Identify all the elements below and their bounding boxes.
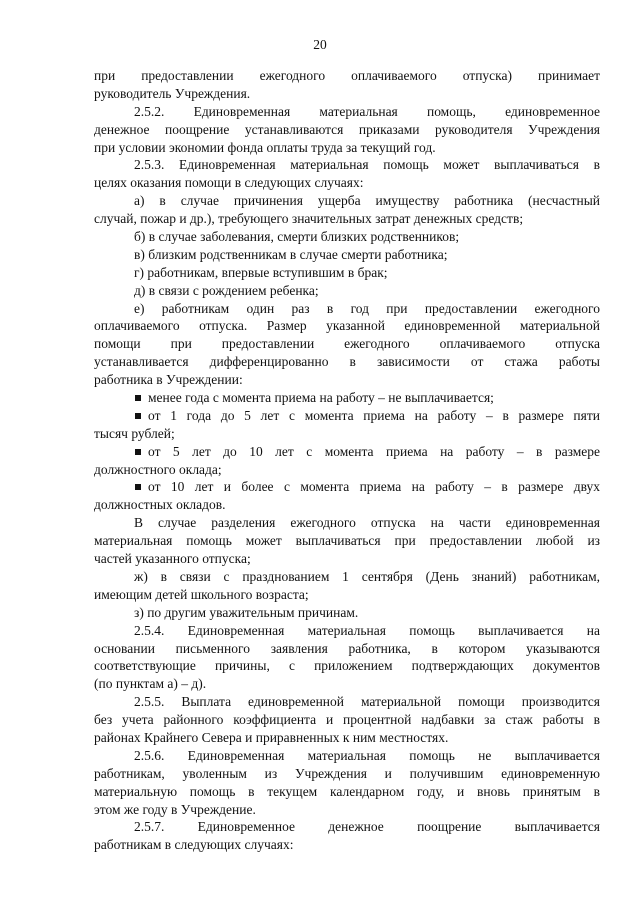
text-line bbox=[94, 622, 600, 640]
text-line bbox=[94, 604, 600, 622]
bullet-list-item bbox=[94, 389, 600, 407]
bullet-list-item bbox=[94, 407, 600, 425]
text-line bbox=[94, 496, 600, 514]
line-text: должностных окладов. bbox=[94, 497, 226, 513]
line-text: (по пунктам а) – д). bbox=[94, 676, 207, 692]
bullet-icon bbox=[135, 395, 141, 401]
line-text: соответствующие причины, с приложением подтверждающих документов bbox=[94, 658, 600, 674]
line-text: имеющим детей школьного возраста; bbox=[94, 586, 309, 602]
line-text: без учета районного коэффициента и процентной надбавки за стаж работы в bbox=[94, 712, 600, 728]
line-text: при условии экономии фонда оплаты труда за текущий год. bbox=[94, 139, 436, 155]
line-text: 2.5.2. Единовременная материальная помощь, единовременное bbox=[134, 103, 600, 119]
text-line bbox=[94, 156, 600, 174]
text-line bbox=[94, 818, 600, 836]
line-text: должностного оклада; bbox=[94, 461, 222, 477]
text-line bbox=[94, 640, 600, 658]
line-text: денежное поощрение устанавливаются приказами руководителя Учреждения bbox=[94, 121, 600, 137]
line-text: ж) в связи с празднованием 1 сентября (День знаний) работникам, bbox=[134, 568, 600, 584]
line-text: работникам, уволенным из Учреждения и получившим единовременную bbox=[94, 765, 600, 781]
text-line bbox=[94, 675, 600, 693]
text-line bbox=[94, 711, 600, 729]
line-text: е) работникам один раз в год при предоставлении ежегодного bbox=[134, 300, 600, 316]
line-text: основании письменного заявления работника, в котором указываются bbox=[94, 640, 600, 656]
line-text: менее года с момента приема на работу – не выплачивается; bbox=[148, 390, 494, 406]
text-line bbox=[94, 139, 600, 157]
text-line bbox=[94, 67, 600, 85]
line-text: работникам в следующих случаях: bbox=[94, 837, 294, 853]
text-line bbox=[94, 264, 600, 282]
text-line bbox=[94, 765, 600, 783]
line-text: материальную помощь в текущем календарном году, и вновь принятым в bbox=[94, 783, 600, 799]
line-text: случай, пожар и др.), требующего значительных затрат денежных средств; bbox=[94, 211, 524, 227]
line-text: б) в случае заболевания, смерти близких родственников; bbox=[134, 229, 460, 245]
line-text: устанавливается дифференцированно в зависимости от стажа работы bbox=[94, 354, 600, 370]
text-line bbox=[94, 192, 600, 210]
text-line bbox=[94, 317, 600, 335]
text-line bbox=[94, 103, 600, 121]
text-line bbox=[94, 371, 600, 389]
line-text: оплачиваемого отпуска. Размер указанной единовременной материальной bbox=[94, 318, 600, 334]
line-text: при предоставлении ежегодного оплачиваемого отпуска) принимает bbox=[94, 68, 600, 83]
line-text: от 5 лет до 10 лет с момента приема на работу – в размере bbox=[148, 443, 600, 459]
document-body bbox=[94, 67, 600, 854]
text-line bbox=[94, 568, 600, 586]
text-line bbox=[94, 335, 600, 353]
text-line bbox=[94, 783, 600, 801]
line-text: этом же году в Учреждение. bbox=[94, 801, 256, 817]
text-line bbox=[94, 801, 600, 819]
text-line bbox=[94, 210, 600, 228]
text-line bbox=[94, 657, 600, 675]
line-text: з) по другим уважительным причинам. bbox=[134, 604, 359, 620]
bullet-icon bbox=[135, 449, 141, 455]
line-text: 2.5.7. Единовременное денежное поощрение выплачивается bbox=[134, 819, 600, 835]
line-text: 2.5.6. Единовременная материальная помощь не выплачивается bbox=[134, 747, 600, 763]
line-text: материальная помощь может выплачиваться при предоставлении любой из bbox=[94, 533, 600, 549]
line-text: помощи при предоставлении ежегодного оплачиваемого отпуска bbox=[94, 336, 600, 352]
text-line bbox=[94, 747, 600, 765]
line-text: районах Крайнего Севера и приравненных к ним местностях. bbox=[94, 729, 449, 745]
text-line bbox=[94, 836, 600, 854]
text-line bbox=[94, 586, 600, 604]
text-line bbox=[94, 425, 600, 443]
line-text: а) в случае причинения ущерба имуществу работника (несчастный bbox=[134, 193, 600, 209]
text-line bbox=[94, 282, 600, 300]
text-line bbox=[94, 300, 600, 318]
bullet-list-item bbox=[94, 478, 600, 496]
line-text: д) в связи с рождением ребенка; bbox=[134, 282, 319, 298]
page-number: 20 bbox=[313, 37, 327, 52]
text-line bbox=[94, 461, 600, 479]
line-text: целях оказания помощи в следующих случаях: bbox=[94, 175, 364, 191]
text-line bbox=[94, 174, 600, 192]
text-line bbox=[94, 693, 600, 711]
line-text: г) работникам, впервые вступившим в брак; bbox=[134, 264, 388, 280]
line-text: руководитель Учреждения. bbox=[94, 85, 251, 101]
text-line bbox=[94, 246, 600, 264]
line-text: частей указанного отпуска; bbox=[94, 551, 251, 567]
line-text: 2.5.4. Единовременная материальная помощь выплачивается на bbox=[134, 622, 600, 638]
text-line bbox=[94, 532, 600, 550]
line-text: 2.5.3. Единовременная материальная помощь может выплачиваться в bbox=[134, 157, 600, 173]
bullet-list-item bbox=[94, 443, 600, 461]
text-line bbox=[94, 353, 600, 371]
text-line bbox=[94, 121, 600, 139]
line-text: 2.5.5. Выплата единовременной материальной помощи производится bbox=[134, 694, 600, 710]
text-line bbox=[94, 85, 600, 103]
text-line bbox=[94, 514, 600, 532]
text-line bbox=[94, 550, 600, 568]
line-text: работника в Учреждении: bbox=[94, 372, 243, 388]
line-text: от 10 лет и более с момента приема на работу – в размере двух bbox=[148, 479, 600, 495]
text-line bbox=[94, 729, 600, 747]
line-text: от 1 года до 5 лет с момента приема на работу – в размере пяти bbox=[148, 407, 600, 423]
text-line bbox=[94, 228, 600, 246]
bullet-icon bbox=[135, 413, 141, 419]
line-text: тысяч рублей; bbox=[94, 425, 175, 441]
line-text: в) близким родственникам в случае смерти работника; bbox=[134, 246, 448, 262]
bullet-icon bbox=[135, 484, 141, 490]
line-text: В случае разделения ежегодного отпуска на части единовременная bbox=[134, 515, 600, 531]
